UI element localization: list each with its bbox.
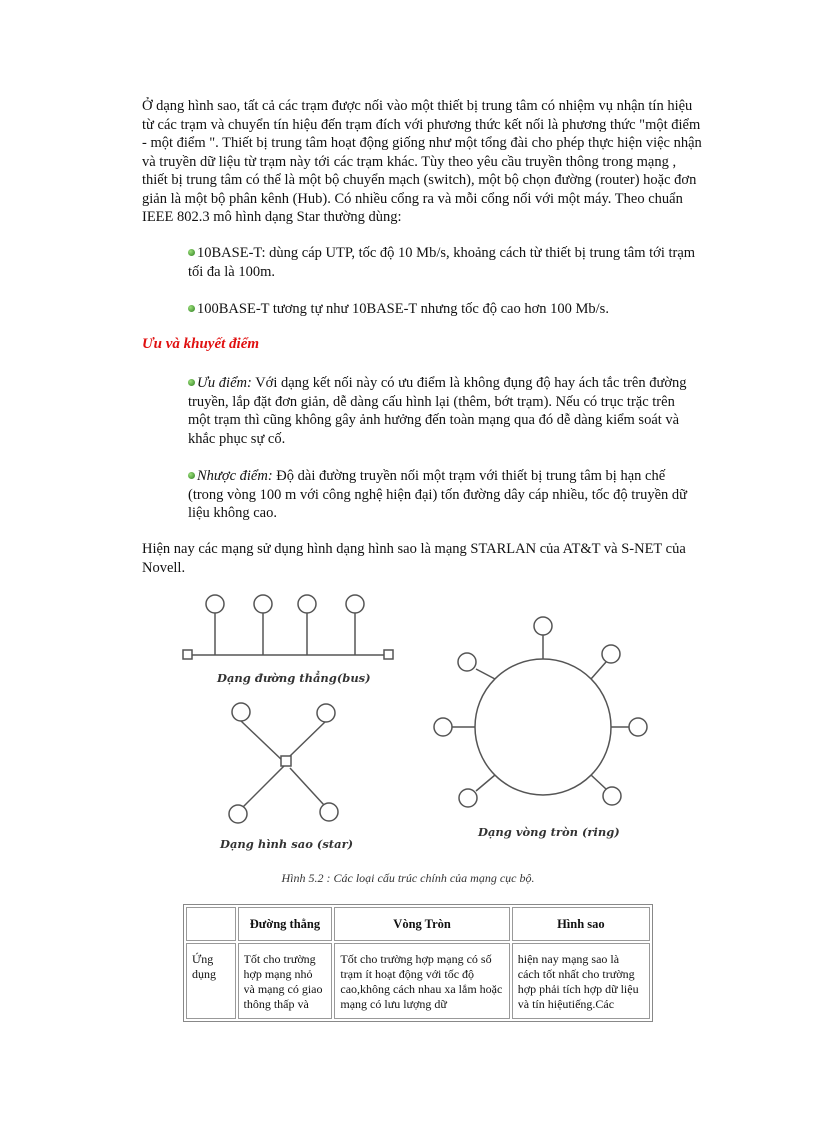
ring-node [434, 718, 452, 736]
star-node [232, 703, 250, 721]
ring-circle [475, 659, 611, 795]
topology-comparison-table [183, 904, 653, 1022]
ring-node [629, 718, 647, 736]
star-node [317, 704, 335, 722]
advantages-paragraph: Ưu điểm: Với dạng kết nối này có ưu điểm là không đụng độ hay ách tắc trên đường truyền, lắp đặt đơn giản, dễ dàng cấu hình lại (thêm, bớt trạm). Nếu có trục trặc trên một trạm thì cũng không gây ảnh hưởng đến toàn mạng qua đó dễ dàng kiểm soát và khắc phục sự cố. [188, 375, 687, 447]
standard-10base-t: 10BASE-T: dùng cáp UTP, tốc độ 10 Mb/s, khoảng cách từ thiết bị trung tâm tới trạm tối đa là 100m. [188, 245, 696, 280]
table-header-cell: Hình sao [512, 907, 650, 941]
bus-node [298, 595, 316, 613]
table-row [186, 943, 650, 1019]
usage-paragraph: Hiện nay các mạng sử dụng hình dạng hình sao là mạng STARLAN của AT&T và S-NET của Novell. [142, 541, 686, 576]
table-cell: Tốt cho trường hợp mạng có số trạm ít hoạt động với tốc độ cao,không cách nhau xa lắm hoặc mạng có lưu lượng dữ [334, 943, 509, 1019]
bus-topology-diagram [175, 588, 405, 693]
table-cell: Ứng dụng [186, 943, 236, 1019]
star-label: Dạng hình sao (star) [220, 837, 354, 851]
pros-cons-heading: Ưu và khuyết điểm [142, 336, 260, 352]
table-cell: Tốt cho trường hợp mạng nhỏ và mạng có giao thông thấp và [238, 943, 333, 1019]
bus-node [206, 595, 224, 613]
disadvantages-label: Nhược điểm: [197, 468, 273, 484]
star-hub [281, 756, 291, 766]
ring-node [602, 645, 620, 663]
standard-100base-t: 100BASE-T tương tự như 10BASE-T nhưng tốc độ cao hơn 100 Mb/s. [188, 300, 698, 319]
ring-topology-diagram [418, 605, 668, 850]
intro-paragraph: Ở dạng hình sao, tất cả các trạm được nối vào một thiết bị trung tâm có nhiệm vụ nhận tín hiệu từ các trạm và chuyển tín hiệu đến trạm đích với phương thức kết nối là phương thức "một điểm - một điểm ". Thiết bị trung tâm hoạt động giống như một tổng đài cho phép thực hiện việc nhận và truyền dữ liệu từ trạm này tới các trạm khác. Tùy theo yêu cầu truyền thông trong mạng , thiết bị trung tâm có thể là một bộ chuyển mạch (switch), một bộ chọn đường (router) hoặc đơn giản là một bộ phân kênh (Hub). Có nhiều cổng ra và mỗi cổng nối với một máy. Theo chuẩn IEEE 802.3 mô hình dạng Star thường dùng: [142, 98, 702, 225]
advantages-label: Ưu điểm: [197, 375, 252, 391]
ring-node [534, 617, 552, 635]
bullet-icon [188, 472, 195, 479]
ring-node [459, 789, 477, 807]
table-header-row [186, 907, 650, 941]
table-header-cell: Vòng Tròn [334, 907, 509, 941]
bullet-icon [188, 379, 195, 386]
ring-node [603, 787, 621, 805]
bus-label: Dạng đường thẳng(bus) [217, 671, 371, 685]
star-node [229, 805, 247, 823]
bullet-icon [188, 305, 195, 312]
table-header-cell [186, 907, 236, 941]
bus-node [346, 595, 364, 613]
star-topology-diagram [205, 695, 370, 855]
disadvantages-paragraph: Nhược điểm: Độ dài đường truyền nối một trạm với thiết bị trung tâm bị hạn chế (trong vòng 100 m với công nghệ hiện đại) tốn đường dây cáp nhiều, tốc độ truyền dữ liệu không cao. [188, 468, 687, 521]
star-node [320, 803, 338, 821]
ring-label: Dạng vòng tròn (ring) [478, 825, 620, 839]
table-cell: hiện nay mạng sao là cách tốt nhất cho trường hợp phải tích hợp dữ liệu và tín hiệutiếng.Các [512, 943, 650, 1019]
table-header-cell: Đường thẳng [238, 907, 333, 941]
bullet-icon [188, 249, 195, 256]
figure-caption: Hình 5.2 : Các loại cấu trúc chính của mạng cục bộ. [281, 871, 535, 885]
ring-node [458, 653, 476, 671]
bus-node [254, 595, 272, 613]
bus-terminator-right [384, 650, 393, 659]
bus-terminator-left [183, 650, 192, 659]
